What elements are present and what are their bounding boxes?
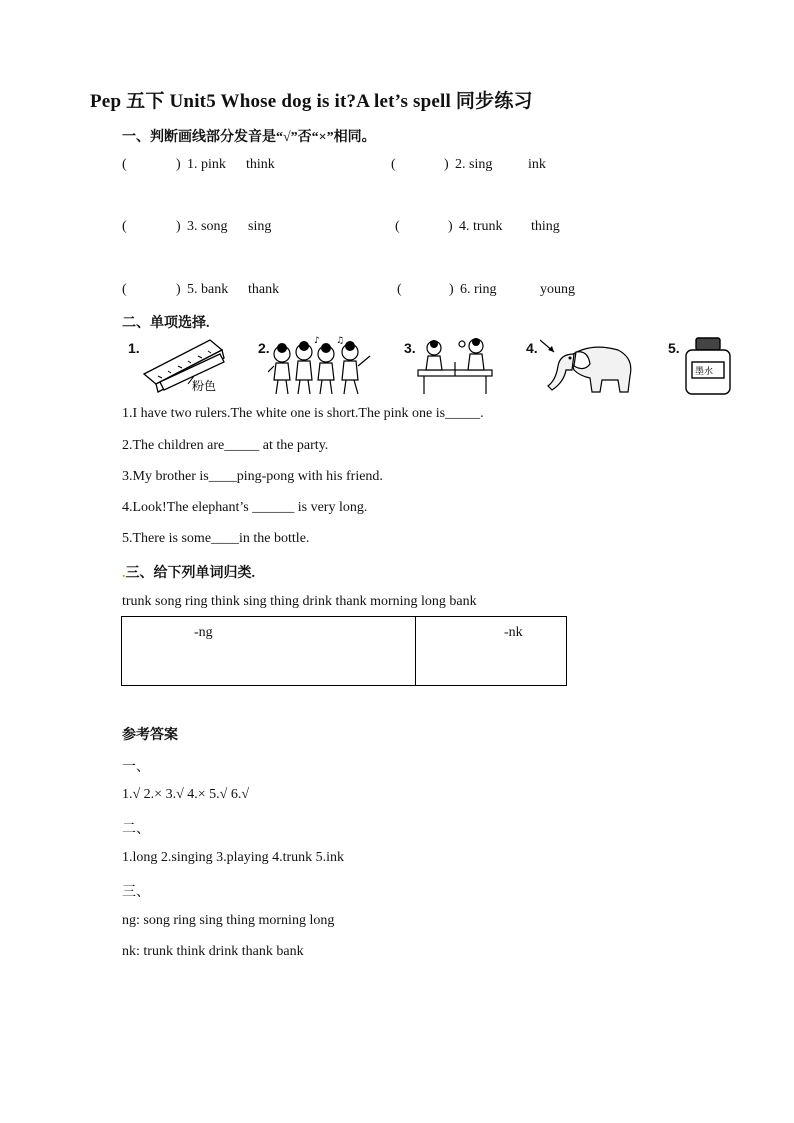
answer-nk-words: nk: trunk think drink thank bank (122, 944, 304, 959)
paren-open: ( (391, 157, 396, 172)
paren-close: ) (448, 219, 453, 234)
paren-open: ( (395, 219, 400, 234)
answer-section-2: 1.long 2.singing 3.playing 4.trunk 5.ink (122, 850, 345, 865)
question-word-1: 5. bank (187, 282, 229, 297)
question-word-2: thing (531, 219, 560, 234)
picture-number-5: 5. (668, 340, 680, 356)
elephant-picture (540, 336, 636, 398)
answer-section-3-label: 三、 (122, 885, 150, 900)
paren-close: ) (176, 219, 181, 234)
picture-number-2: 2. (258, 340, 270, 356)
ink-label: 墨水 (695, 367, 714, 377)
mc-question-3: 3.My brother is____ping-pong with his friend. (122, 469, 383, 484)
picture-number-4: 4. (526, 340, 538, 356)
section-3-title: 三、给下列单词归类. (125, 566, 255, 581)
picture-number-3: 3. (404, 340, 416, 356)
question-word-1: 2. sing (455, 157, 493, 172)
section-2-heading: 二、单项选择. (122, 316, 210, 331)
children-party-picture (268, 336, 376, 398)
question-word-2: sing (248, 219, 272, 234)
sorting-table (121, 616, 567, 686)
rulers-picture (138, 336, 230, 396)
section-3-dot: . (122, 566, 126, 581)
picture-number-1: 1. (128, 340, 140, 356)
question-word-1: 6. ring (460, 282, 497, 297)
answer-section-2-label: 二、 (122, 822, 150, 837)
paren-open: ( (122, 282, 127, 297)
ng-column: -ng (122, 617, 416, 686)
paren-close: ) (444, 157, 449, 172)
section-1-heading: 一、判断画线部分发音是“√”否“×”相同。 (122, 130, 376, 145)
paren-close: ) (176, 157, 181, 172)
question-word-1: 1. pink (187, 157, 226, 172)
question-word-2: young (540, 282, 575, 297)
paren-open: ( (122, 219, 127, 234)
question-word-1: 3. song (187, 219, 228, 234)
svg-text:♫: ♫ (336, 336, 345, 346)
mc-question-1: 1.I have two rulers.The white one is short.The pink one is_____. (122, 406, 484, 421)
paren-close: ) (176, 282, 181, 297)
question-word-2: ink (528, 157, 546, 172)
question-word-2: thank (248, 282, 280, 297)
word-list: trunk song ring think sing thing drink thank morning long bank (122, 594, 477, 609)
answer-section-1: 1.√ 2.× 3.√ 4.× 5.√ 6.√ (122, 787, 250, 802)
question-word-2: think (246, 157, 275, 172)
ruler-label: 粉色 (192, 379, 217, 393)
mc-question-4: 4.Look!The elephant’s ______ is very long. (122, 500, 368, 515)
ping-pong-picture (414, 336, 496, 398)
question-word-1: 4. trunk (459, 219, 503, 234)
answer-ng-words: ng: song ring sing thing morning long (122, 913, 335, 928)
paren-open: ( (397, 282, 402, 297)
nk-column: -nk (416, 617, 567, 686)
mc-question-5: 5.There is some____in the bottle. (122, 531, 310, 546)
paren-close: ) (449, 282, 454, 297)
ink-bottle-picture (680, 336, 736, 398)
answer-section-1-label: 一、 (122, 760, 150, 775)
paren-open: ( (122, 157, 127, 172)
section-3-heading (122, 562, 255, 582)
mc-question-2: 2.The children are_____ at the party. (122, 438, 329, 453)
page-title: Pep 五下 Unit5 Whose dog is it?A let’s spell 同步练习 (90, 91, 533, 112)
answers-heading: 参考答案 (122, 728, 178, 743)
svg-text:♪: ♪ (314, 336, 320, 346)
